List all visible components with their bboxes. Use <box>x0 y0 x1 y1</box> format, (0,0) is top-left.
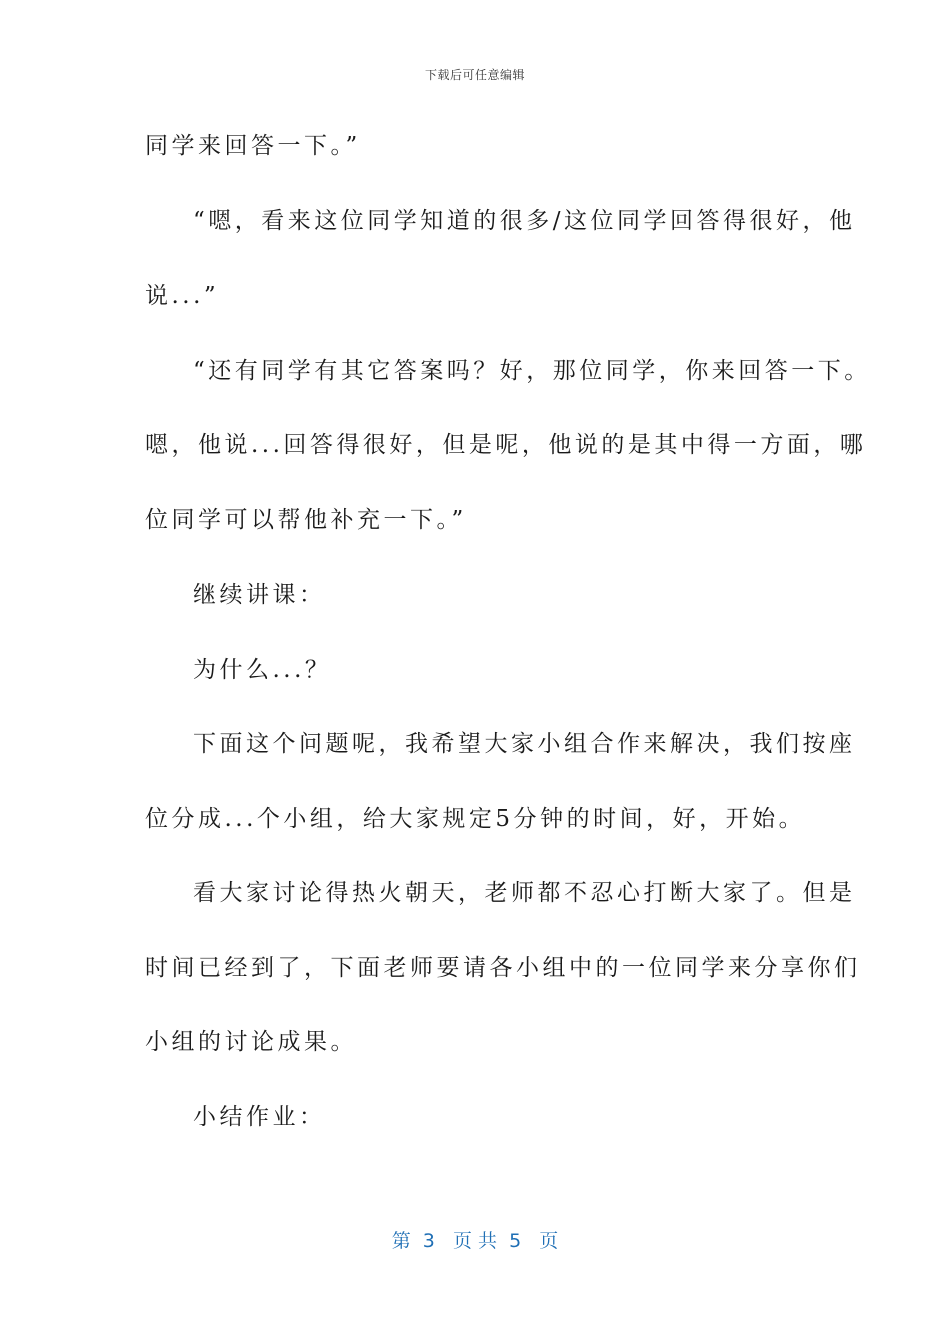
text-line: 看大家讨论得热火朝天，老师都不忍心打断大家了。但是 <box>193 880 856 906</box>
text-line: 为什么...？ <box>193 657 332 683</box>
text-line: 说...” <box>145 283 220 309</box>
page-number-footer: 第 3 页 共 5 页 <box>391 1230 559 1252</box>
text-line: 继续讲课： <box>193 582 326 608</box>
page-header: 下载后可任意编辑 <box>424 68 525 82</box>
text-line: “还有同学有其它答案吗？好，那位同学，你来回答一下。 <box>193 358 871 384</box>
text-line: “嗯，看来这位同学知道的很多/这位同学回答得很好，他 <box>193 208 856 234</box>
text-line: 小组的讨论成果。 <box>145 1029 357 1055</box>
text-line: 嗯，他说...回答得很好，但是呢，他说的是其中得一方面，哪 <box>145 432 867 458</box>
text-line: 小结作业： <box>193 1104 326 1130</box>
text-line: 位同学可以帮他补充一下。” <box>145 507 467 533</box>
text-line: 位分成...个小组，给大家规定5分钟的时间，好，开始。 <box>145 806 806 832</box>
text-line: 同学来回答一下。” <box>145 133 361 159</box>
text-line: 下面这个问题呢，我希望大家小组合作来解决，我们按座 <box>193 731 856 757</box>
text-line: 时间已经到了，下面老师要请各小组中的一位同学来分享你们 <box>145 955 861 981</box>
